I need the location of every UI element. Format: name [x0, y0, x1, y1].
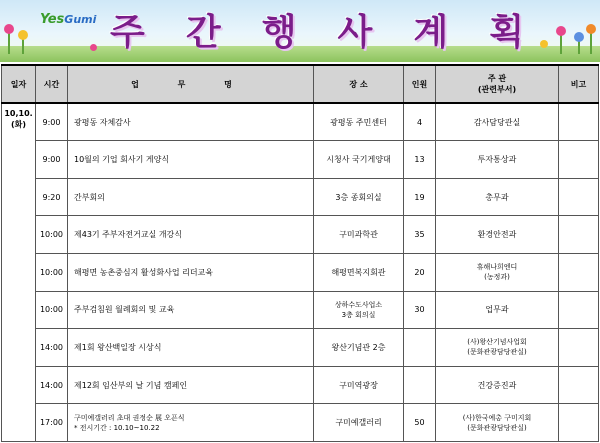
time-cell: 14:00	[36, 366, 68, 404]
host-cell	[436, 404, 559, 442]
logo-gumi-text: Gumi	[64, 13, 97, 26]
people-cell: 30	[404, 291, 436, 329]
place-cell: 구미예갤러리	[314, 404, 404, 442]
header-host-sub: (관련부서)	[477, 85, 517, 94]
place-line-2: 3층 회의실	[341, 310, 376, 319]
table-row	[2, 178, 599, 216]
logo-yes-text: Yes	[40, 12, 65, 27]
header-host	[436, 65, 559, 103]
note-cell	[559, 329, 599, 367]
task-cell: 해평면 농촌중심지 활성화사업 리더교육	[68, 253, 314, 291]
header-time: 시간	[36, 65, 68, 103]
time-cell: 9:00	[36, 103, 68, 141]
task-cell	[68, 404, 314, 442]
task-cell: 광평동 자체감사	[68, 103, 314, 141]
time-cell: 10:00	[36, 291, 68, 329]
task-cell: 제1회 왕산백일장 시상식	[68, 329, 314, 367]
people-cell	[404, 329, 436, 367]
host-cell: 업무과	[436, 291, 559, 329]
place-cell: 구미역광장	[314, 366, 404, 404]
flower-decoration	[540, 40, 548, 48]
people-cell	[404, 366, 436, 404]
people-cell: 19	[404, 178, 436, 216]
table-row	[2, 253, 599, 291]
table-row	[2, 329, 599, 367]
time-cell: 10:00	[36, 216, 68, 254]
place-cell: 시청사 국기게양대	[314, 141, 404, 179]
task-cell: 제43기 주부자전거교실 개강식	[68, 216, 314, 254]
note-cell	[559, 291, 599, 329]
table-header-row	[2, 65, 599, 103]
note-cell	[559, 253, 599, 291]
host-line-1: 휴해나희엔디	[476, 263, 518, 272]
host-cell: 감사담당관실	[436, 103, 559, 141]
title-char: 사	[337, 10, 379, 53]
header-banner	[0, 0, 600, 62]
task-cell: 10월의 기업 회사기 게양식	[68, 141, 314, 179]
time-cell: 10:00	[36, 253, 68, 291]
task-line-1: 구미예갤러리 초대 권정순 展 오픈식	[74, 413, 185, 422]
place-cell: 광평동 주민센터	[314, 103, 404, 141]
place-line-1: 상하수도사업소	[334, 300, 383, 309]
host-line-2: (문화관광담당관실)	[467, 423, 527, 432]
header-task: 업 무 명	[68, 65, 314, 103]
task-cell: 주부검침원 월례회의 및 교육	[68, 291, 314, 329]
people-cell: 20	[404, 253, 436, 291]
yesgumi-logo	[40, 12, 96, 30]
time-cell: 14:00	[36, 329, 68, 367]
title-char: 주	[110, 10, 151, 53]
flower-decoration	[556, 26, 566, 36]
header-people: 인원	[404, 65, 436, 103]
table-row	[2, 141, 599, 179]
note-cell	[559, 404, 599, 442]
place-cell: 해평면복지회관	[314, 253, 404, 291]
host-line-2: (농정과)	[484, 273, 510, 282]
people-cell: 35	[404, 216, 436, 254]
header-host-main: 주 관	[487, 74, 507, 83]
time-cell: 17:00	[36, 404, 68, 442]
date-weekday: (화)	[10, 120, 27, 129]
flower-decoration	[574, 32, 584, 42]
flower-decoration	[586, 24, 596, 34]
host-cell: 환경안전과	[436, 216, 559, 254]
header-place: 장 소	[314, 65, 404, 103]
host-line-1: (사)한국예총 구미지회	[462, 413, 532, 422]
flower-decoration	[18, 30, 28, 40]
host-line-1: (사)왕산기념사업회	[467, 338, 527, 347]
task-line-2: * 전시기간 : 10.10~10.22	[74, 423, 160, 432]
page-title	[110, 6, 530, 52]
note-cell	[559, 178, 599, 216]
note-cell	[559, 103, 599, 141]
place-cell: 3층 종회의실	[314, 178, 404, 216]
people-cell: 50	[404, 404, 436, 442]
table-row	[2, 103, 599, 141]
host-cell	[436, 253, 559, 291]
host-line-2: (문화관광담당관실)	[467, 348, 527, 357]
note-cell	[559, 366, 599, 404]
place-cell: 구미과학관	[314, 216, 404, 254]
host-cell: 투자통상과	[436, 141, 559, 179]
time-cell: 9:00	[36, 141, 68, 179]
table-row	[2, 366, 599, 404]
host-cell: 총무과	[436, 178, 559, 216]
host-cell	[436, 329, 559, 367]
date-cell	[2, 103, 36, 442]
people-cell: 13	[404, 141, 436, 179]
flower-decoration	[90, 44, 97, 51]
time-cell: 9:20	[36, 178, 68, 216]
flower-decoration	[4, 24, 14, 34]
task-cell: 간부회의	[68, 178, 314, 216]
title-char: 행	[261, 10, 303, 53]
host-cell: 건강증진과	[436, 366, 559, 404]
table-row	[2, 404, 599, 442]
title-char: 간	[185, 10, 227, 53]
place-cell	[314, 291, 404, 329]
note-cell	[559, 216, 599, 254]
title-char: 획	[489, 10, 530, 53]
task-cell: 제12회 임산부의 날 기념 캠페인	[68, 366, 314, 404]
date-value: 10,10.	[4, 109, 33, 118]
table-row	[2, 216, 599, 254]
header-date: 일자	[2, 65, 36, 103]
header-note: 비고	[559, 65, 599, 103]
place-cell: 왕산기념관 2층	[314, 329, 404, 367]
weekly-schedule-table	[1, 64, 599, 442]
note-cell	[559, 141, 599, 179]
people-cell: 4	[404, 103, 436, 141]
table-row	[2, 291, 599, 329]
title-char: 계	[413, 10, 455, 53]
